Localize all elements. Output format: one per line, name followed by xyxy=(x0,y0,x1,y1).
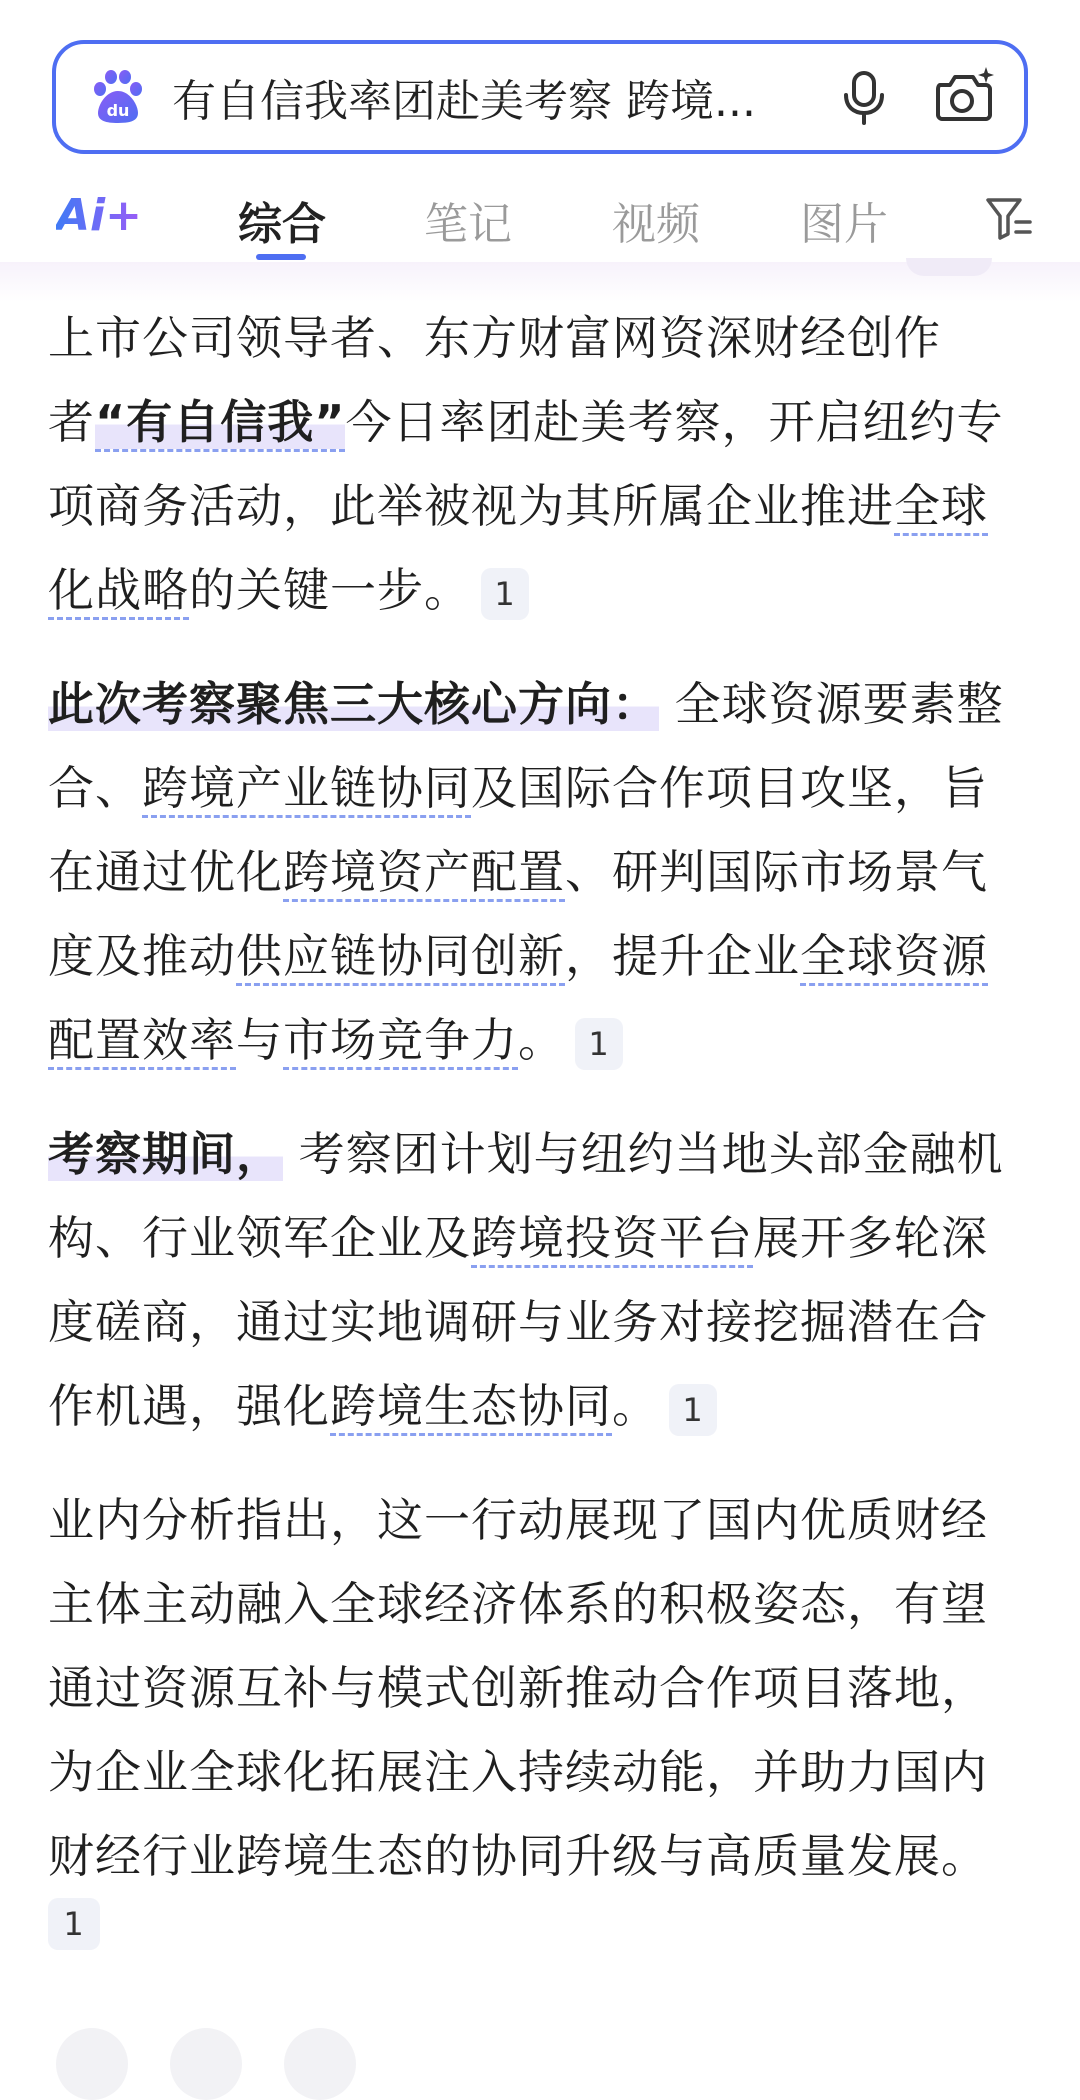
search-bar[interactable] xyxy=(52,40,1028,154)
p2-text-3: 、研判国际市场景气度及推动 xyxy=(48,845,988,983)
p3-text-1: 考察团计划与纽约当地头部金融机构、行业领军企业及 xyxy=(48,1127,1004,1265)
p2-text-5: 与 xyxy=(236,1013,283,1067)
svg-text:Ai+: Ai+ xyxy=(56,190,143,240)
ai-plus-icon xyxy=(56,190,146,240)
filter-icon[interactable] xyxy=(984,194,1032,242)
paragraph-3 xyxy=(48,1112,1024,1448)
ai-answer-article xyxy=(48,296,1024,1980)
bottom-action-circle xyxy=(284,2028,356,2100)
p1-bold-name[interactable]: “有自信我” xyxy=(95,395,345,452)
p2-link-4[interactable]: 全球资源配置效率 xyxy=(48,929,988,1070)
p1-link-1[interactable]: 全球化战略 xyxy=(48,479,988,620)
p3-bold-heading: 考察期间， xyxy=(48,1127,283,1181)
p2-text-6: 。 xyxy=(518,1013,565,1067)
p2-bold-heading: 此次考察聚焦三大核心方向： xyxy=(48,677,659,731)
p2-link-1[interactable]: 跨境产业链协同 xyxy=(142,761,471,818)
paragraph-4 xyxy=(48,1478,1024,1950)
tab-videos[interactable]: 视频 xyxy=(612,199,700,250)
citation-badge[interactable]: 1 xyxy=(48,1898,100,1950)
p1-text-3: 的关键一步。 xyxy=(189,563,471,617)
collapsed-pill xyxy=(906,258,992,276)
citation-badge[interactable]: 1 xyxy=(481,568,529,620)
citation-badge[interactable]: 1 xyxy=(669,1384,717,1436)
p2-text-4: ，提升企业 xyxy=(565,929,800,983)
tab-images[interactable]: 图片 xyxy=(800,199,888,250)
p3-link-2[interactable]: 跨境生态协同 xyxy=(330,1379,612,1436)
paragraph-1 xyxy=(48,296,1024,632)
tab-all[interactable]: 综合 xyxy=(238,199,326,250)
bottom-action-circle xyxy=(170,2028,242,2100)
p2-link-3[interactable]: 供应链协同创新 xyxy=(236,929,565,986)
svg-text:du: du xyxy=(106,101,130,120)
bottom-action-circle xyxy=(56,2028,128,2100)
tab-notes[interactable]: 笔记 xyxy=(424,199,512,250)
p2-text-1: 全球资源要素整合、 xyxy=(48,677,1004,815)
tabs-row xyxy=(0,168,1080,264)
p4-text-1: 业内分析指出，这一行动展现了国内优质财经主体主动融入全球经济体系的积极姿态，有望通过资源互补与模式创新推动合作项目落地，为企业全球化拓展注入持续动能，并助力国内财经行业跨境生态的协同升级与高质量发展。 xyxy=(48,1493,988,1883)
microphone-icon[interactable] xyxy=(834,67,894,127)
p3-link-1[interactable]: 跨境投资平台 xyxy=(471,1211,753,1268)
paragraph-2 xyxy=(48,662,1024,1082)
search-tools xyxy=(834,63,998,131)
camera-icon[interactable] xyxy=(930,63,998,131)
p2-link-2[interactable]: 跨境资产配置 xyxy=(283,845,565,902)
search-query-text[interactable]: 有自信我率团赴美考察 跨境... xyxy=(172,76,756,127)
active-tab-indicator xyxy=(256,254,306,260)
p2-link-5[interactable]: 市场竞争力 xyxy=(283,1013,518,1070)
p1-text-2: 今日率团赴美考察，开启纽约专项商务活动，此举被视为其所属企业推进 xyxy=(48,395,1004,533)
baidu-logo-icon xyxy=(86,65,150,129)
p3-text-2: 展开多轮深度磋商，通过实地调研与业务对接挖掘潜在合作机遇，强化 xyxy=(48,1211,988,1433)
citation-badge[interactable]: 1 xyxy=(575,1018,623,1070)
p2-text-2: 及国际合作项目攻坚，旨在通过优化 xyxy=(48,761,988,899)
p3-text-3: 。 xyxy=(612,1379,659,1433)
ai-plus-logo[interactable] xyxy=(56,190,146,240)
p1-text-1: 上市公司领导者、东方财富网资深财经创作者 xyxy=(48,311,941,449)
